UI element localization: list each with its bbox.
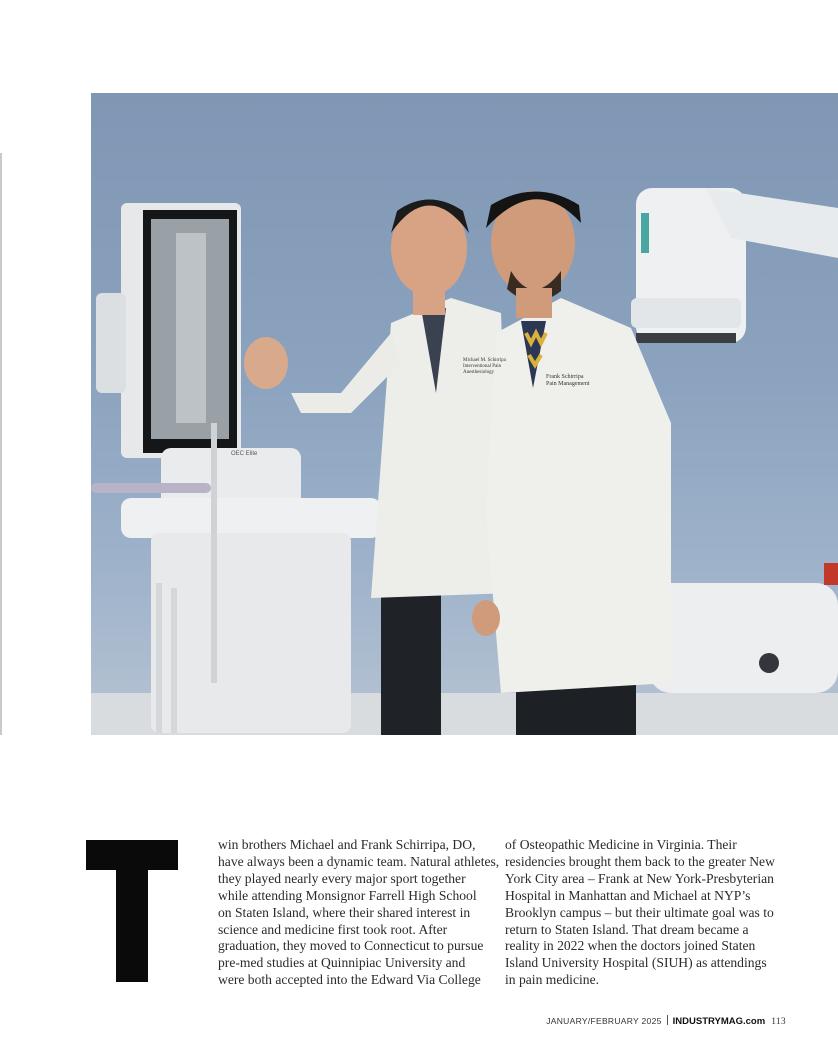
text-line: Hospital in Manhattan and Michael at NYP’s xyxy=(505,887,751,903)
device-label: OEC Elite xyxy=(231,451,258,457)
text-line: they played nearly every major sport together xyxy=(218,870,466,886)
text-line: return to Staten Island. That dream became a xyxy=(505,921,749,937)
text-line: while attending Monsignor Farrell High School xyxy=(218,887,477,903)
text-line: in pain medicine. xyxy=(505,972,599,988)
text-line: were both accepted into the Edward Via College xyxy=(218,972,481,988)
coat-label-right-1: Frank Schirripa xyxy=(546,374,584,380)
text-line: reality in 2022 when the doctors joined Staten xyxy=(505,938,756,954)
text-line: residencies brought them back to the greater New xyxy=(505,853,775,869)
drop-cap-stem xyxy=(116,840,148,982)
text-line: Brooklyn campus – but their ultimate goal was to xyxy=(505,904,774,920)
issue-date: JANUARY/FEBRUARY 2025 xyxy=(546,1016,662,1026)
text-line: of Osteopathic Medicine in Virginia. Their xyxy=(505,837,737,852)
site-name: INDUSTRYMAG.com xyxy=(672,1016,766,1027)
text-line: have always been a dynamic team. Natural athletes, xyxy=(218,853,500,869)
page-edge-rule xyxy=(0,153,2,735)
text-line: win brothers Michael and Frank Schirripa, DO, xyxy=(218,837,476,852)
article-column-1 xyxy=(218,837,500,989)
text-line: Island University Hospital (SIUH) as attendings xyxy=(505,955,767,971)
text-line: science and medicine first took root. After xyxy=(218,921,448,937)
coat-label-left-3: Anesthesiology xyxy=(463,370,495,375)
coat-label-left-2: Interventional Pain xyxy=(463,364,502,369)
text-line: graduation, they moved to Connecticut to pursue xyxy=(218,938,484,954)
text-line: on Staten Island, where their shared interest in xyxy=(218,904,471,920)
drop-cap-t xyxy=(86,840,178,982)
feature-photo xyxy=(91,93,838,735)
coat-label-right-2: Pain Management xyxy=(546,381,590,387)
page-number: 113 xyxy=(771,1017,786,1027)
page-footer xyxy=(546,1015,786,1027)
article-column-2 xyxy=(505,837,775,989)
text-line: pre-med studies at Quinnipiac University and xyxy=(218,955,466,971)
monitor-cart xyxy=(91,203,381,733)
footer-divider xyxy=(667,1015,668,1025)
text-line: York City area – Frank at New York-Presbyterian xyxy=(505,870,774,886)
coat-label-left-1: Michael M. Schirripa xyxy=(463,358,506,363)
